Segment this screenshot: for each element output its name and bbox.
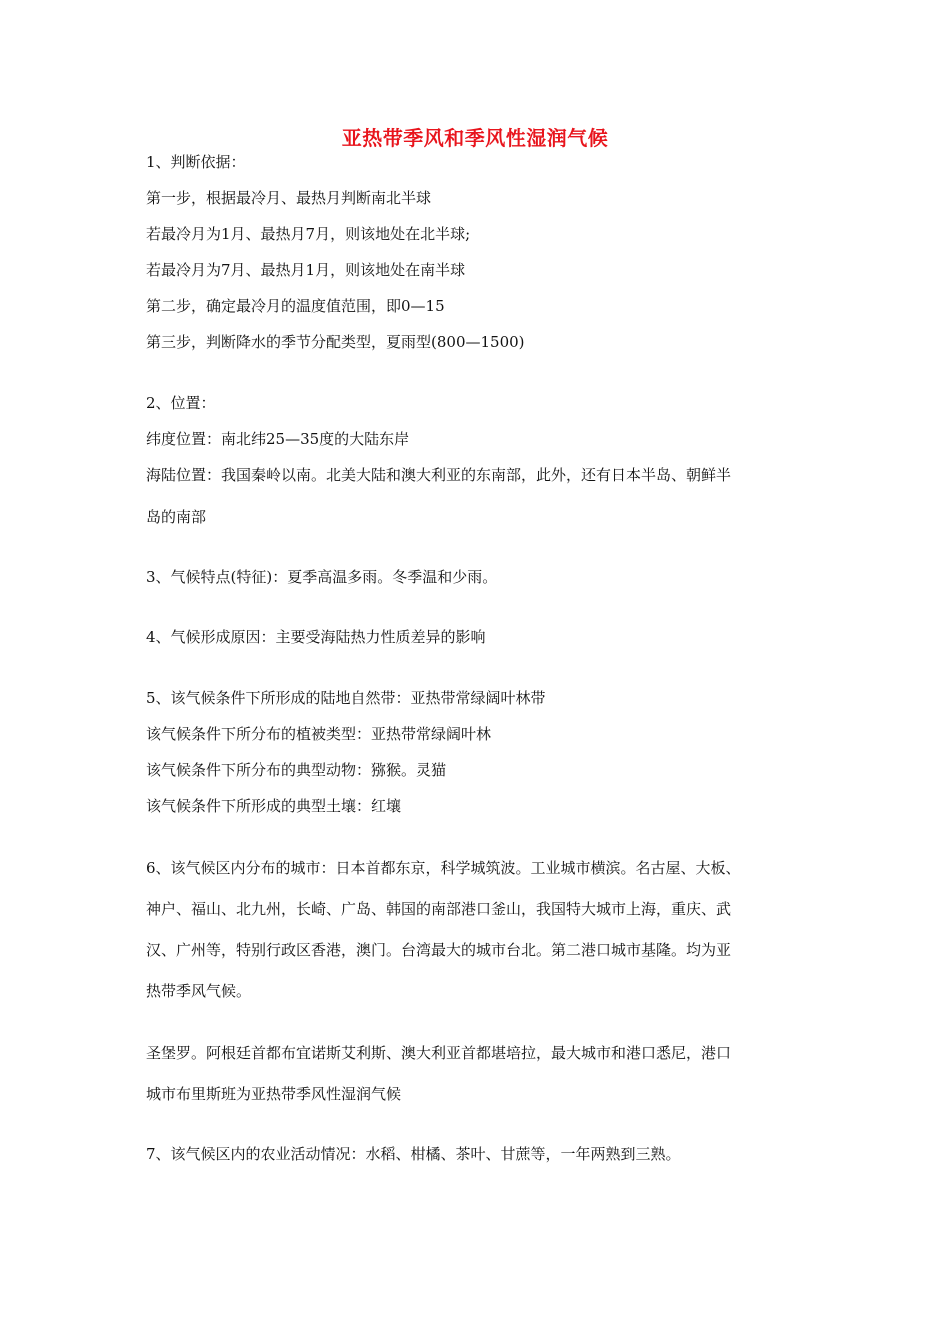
heading-basis: 1、判断依据： (146, 153, 246, 171)
paragraph-line: 纬度位置：南北纬25—35度的大陆东岸 (146, 430, 410, 448)
paragraph-line: 若最冷月为7月、最热月1月，则该地处在南半球 (146, 261, 466, 279)
paragraph-line: 若最冷月为1月、最热月7月，则该地处在北半球; (146, 225, 471, 243)
paragraph-line: 城市布里斯班为亚热带季风性湿润气候 (146, 1085, 402, 1103)
paragraph-line: 该气候条件下所形成的典型土壤：红壤 (146, 797, 402, 815)
paragraph-line: 圣堡罗。阿根廷首都布宜诺斯艾利斯、澳大利亚首都堪培拉，最大城市和港口悉尼，港口 (146, 1044, 732, 1062)
paragraph-line: 神户、福山、北九州，长崎、广岛、韩国的南部港口釜山，我国特大城市上海，重庆、武 (146, 900, 732, 918)
heading-natural-zone: 5、该气候条件下所形成的陆地自然带：亚热带常绿阔叶林带 (146, 689, 546, 707)
paragraph-line: 岛的南部 (146, 508, 207, 526)
document-title: 亚热带季风和季风性湿润气候 (341, 126, 609, 150)
paragraph-line: 该气候条件下所分布的植被类型：亚热带常绿阔叶林 (146, 725, 492, 743)
paragraph-line: 第三步，判断降水的季节分配类型，夏雨型(800—1500) (146, 333, 525, 351)
heading-cities: 6、该气候区内分布的城市：日本首都东京，科学城筑波。工业城市横滨。名古屋、大板、 (146, 859, 741, 877)
paragraph-line: 该气候条件下所分布的典型动物：猕猴。灵猫 (146, 761, 447, 779)
paragraph-line: 第二步，确定最冷月的温度值范围，即0—15 (146, 297, 445, 315)
heading-agriculture: 7、该气候区内的农业活动情况：水稻、柑橘、茶叶、甘蔗等，一年两熟到三熟。 (146, 1145, 681, 1163)
paragraph-line: 热带季风气候。 (146, 982, 252, 1000)
heading-location: 2、位置： (146, 394, 216, 412)
heading-features: 3、气候特点(特征)：夏季高温多雨。冬季温和少雨。 (146, 568, 498, 586)
paragraph-line: 第一步，根据最冷月、最热月判断南北半球 (146, 189, 432, 207)
paragraph-line: 海陆位置：我国秦岭以南。北美大陆和澳大利亚的东南部，此外，还有日本半岛、朝鲜半 (146, 466, 732, 484)
heading-causes: 4、气候形成原因：主要受海陆热力性质差异的影响 (146, 628, 486, 646)
paragraph-line: 汉、广州等，特别行政区香港，澳门。台湾最大的城市台北。第二港口城市基隆。均为亚 (146, 941, 732, 959)
